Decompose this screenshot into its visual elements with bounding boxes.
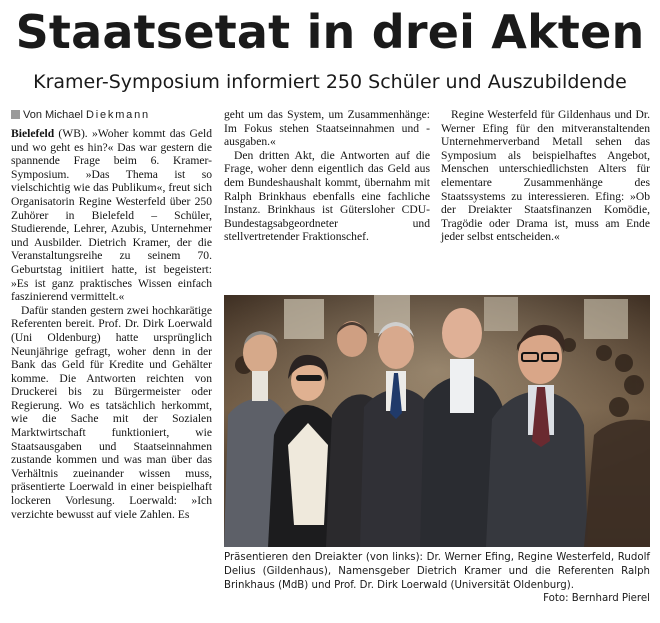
dateline: Bielefeld (11, 127, 55, 140)
byline (11, 108, 212, 123)
group-photo-illustration (224, 295, 650, 547)
paragraph (11, 127, 212, 304)
byline-prefix: Von Michael (23, 109, 86, 121)
paragraph-text: (WB). »Woher kommt das Geld und wo geht es hin?« Das war gestern die spannende Frage beim 6. Kramer-Symposium. »Das Thema ist so vielschichtig wie das Publikum«, freut sich Organisatorin Regine Westerfeld über 250 Zuhörer in Bielefeld – Schüler, Studierende, Lehrer, Azubis, Unternehmer und Ausbilder. Dietrich Kramer, der die Veranstaltungsreihe zu seinem 70. Geburtstag initiiert hatte, ist begeistert: »Es ist ganz praktisches Wissen einfach faszinierend vermittelt.« (11, 127, 212, 304)
paragraph: Den dritten Akt, die Antworten auf die Frage, woher denn eigentlich das Geld aus dem Bundeshaushalt kommt, übernahm mit Ralph Brinkhaus ebenfalls eine fachliche Instanz. Brinkhaus ist Gütersloher CDU-Bundestagsabgeordneter und stellvertretender Fraktionschef. (224, 148, 430, 244)
subheadline: Kramer-Symposium informiert 250 Schüler und Auszubildende (33, 71, 627, 93)
paragraph: geht um das System, um Zusammenhänge: Im Fokus stehen Staatseinnahmen und -ausgaben.« (224, 108, 430, 149)
article-column-2 (224, 108, 430, 244)
group-photo (224, 295, 650, 547)
paragraph: Dafür standen gestern zwei hochkarätige Referenten bereit. Prof. Dr. Dirk Loerwald (Uni Oldenburg) hatte ursprünglich Neunjährige gefragt, woher denn in der Bank das Geld für Kredite und Gehälter komme. Die Antworten reichten von Druckerei bis zu Bürgermeister oder Regierung. Wo es tatsächlich herkommt, wie die Sache mit der Sozialen Marktwirtschaft funktioniert, wie Staatsausgaben und Staatseinnahmen zustande kommen und was man über das Verhältnis zueinander wissen muss, präsentierte Loerwald in einer beispielhaft lockeren Vorlesung. Loerwald: »Ich verzichte bewusst auf viele Zahlen. Es (11, 303, 212, 521)
article-column-1 (11, 108, 212, 521)
article-column-3 (441, 108, 650, 244)
photo-credit: Foto: Bernhard Pierel (543, 593, 650, 605)
paragraph: Regine Westerfeld für Gildenhaus und Dr. Werner Efing für den mitveranstaltenden Unternehmerverband Metall sehen das Symposium als beispielhaftes Angebot, Menschen unterschiedlichsten Alters für elementare Zusammenhänge des Staatssystems zu interessieren. Efing: »Ob der Dreiakter Staatsfinanzen Komödie, Tragödie oder Drama ist, muss am Ende jeder selbst entscheiden.« (441, 108, 650, 244)
byline-surname: Diekmann (85, 109, 150, 121)
photo-caption (224, 551, 650, 606)
square-marker-icon (11, 110, 20, 119)
caption-text: Präsentieren den Dreiakter (von links): Dr. Werner Efing, Regine Westerfeld, Rudolf Delius (Gildenhaus), Namensgeber Dietrich Kramer und die Referenten Ralph Brinkhaus (MdB) und Prof. Dr. Dirk Loerwald (Universität Oldenburg). (224, 552, 650, 591)
headline: Staatsetat in drei Akten (15, 5, 645, 59)
